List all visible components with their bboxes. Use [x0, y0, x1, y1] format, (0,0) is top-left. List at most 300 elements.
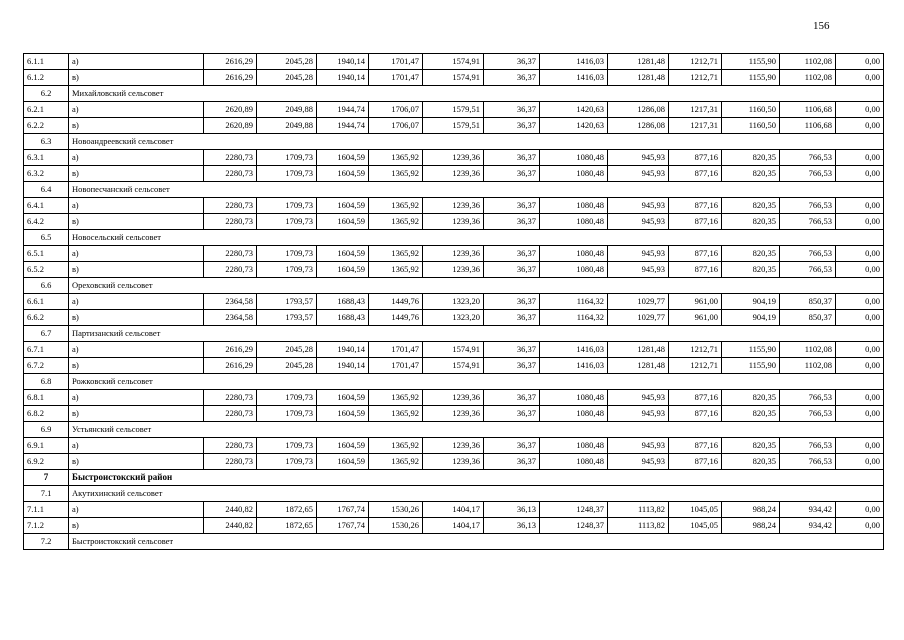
value-cell: 766,53	[780, 390, 836, 406]
value-cell: 877,16	[669, 262, 722, 278]
row-code: 6.9.1	[24, 438, 69, 454]
row-label: а)	[69, 342, 204, 358]
value-cell: 36,37	[484, 54, 540, 70]
value-cell: 36,37	[484, 70, 540, 86]
value-cell: 0,00	[836, 406, 884, 422]
value-cell: 2440,82	[204, 502, 257, 518]
value-cell: 1767,74	[317, 518, 369, 534]
value-cell: 945,93	[608, 262, 669, 278]
value-cell: 1217,31	[669, 102, 722, 118]
value-cell: 0,00	[836, 310, 884, 326]
value-cell: 820,35	[722, 198, 780, 214]
value-cell: 1365,92	[369, 246, 423, 262]
value-cell: 1080,48	[540, 150, 608, 166]
value-cell: 766,53	[780, 246, 836, 262]
value-cell: 1604,59	[317, 166, 369, 182]
table-row	[24, 102, 884, 118]
section-row	[24, 422, 884, 438]
value-cell: 1080,48	[540, 390, 608, 406]
section-code: 6.3	[24, 134, 69, 150]
value-cell: 1239,36	[423, 438, 484, 454]
value-cell: 36,13	[484, 518, 540, 534]
value-cell: 1239,36	[423, 166, 484, 182]
value-cell: 877,16	[669, 390, 722, 406]
value-cell: 36,37	[484, 342, 540, 358]
value-cell: 2049,88	[257, 118, 317, 134]
value-cell: 1212,71	[669, 54, 722, 70]
row-code: 6.5.1	[24, 246, 69, 262]
value-cell: 1574,91	[423, 342, 484, 358]
value-cell: 1113,82	[608, 518, 669, 534]
row-label: в)	[69, 214, 204, 230]
row-code: 6.3.2	[24, 166, 69, 182]
section-title: Новопесчанский сельсовет	[69, 182, 884, 198]
row-label: а)	[69, 390, 204, 406]
section-title: Михайловский сельсовет	[69, 86, 884, 102]
value-cell: 1239,36	[423, 150, 484, 166]
row-code: 6.1.2	[24, 70, 69, 86]
value-cell: 1688,43	[317, 294, 369, 310]
value-cell: 1688,43	[317, 310, 369, 326]
value-cell: 1530,26	[369, 502, 423, 518]
value-cell: 1940,14	[317, 342, 369, 358]
value-cell: 945,93	[608, 214, 669, 230]
value-cell: 1872,65	[257, 502, 317, 518]
value-cell: 0,00	[836, 118, 884, 134]
value-cell: 1102,08	[780, 358, 836, 374]
value-cell: 1217,31	[669, 118, 722, 134]
value-cell: 2045,28	[257, 342, 317, 358]
value-cell: 1574,91	[423, 70, 484, 86]
value-cell: 1701,47	[369, 70, 423, 86]
value-cell: 1102,08	[780, 342, 836, 358]
value-cell: 36,37	[484, 118, 540, 134]
value-cell: 36,37	[484, 102, 540, 118]
row-code: 6.4.1	[24, 198, 69, 214]
value-cell: 850,37	[780, 294, 836, 310]
section-code: 6.4	[24, 182, 69, 198]
value-cell: 820,35	[722, 454, 780, 470]
value-cell: 1045,05	[669, 502, 722, 518]
value-cell: 1940,14	[317, 70, 369, 86]
value-cell: 2280,73	[204, 390, 257, 406]
section-code: 7.2	[24, 534, 69, 550]
value-cell: 1239,36	[423, 198, 484, 214]
value-cell: 766,53	[780, 438, 836, 454]
value-cell: 945,93	[608, 438, 669, 454]
value-cell: 945,93	[608, 454, 669, 470]
value-cell: 1449,76	[369, 294, 423, 310]
table-row	[24, 342, 884, 358]
value-cell: 1029,77	[608, 294, 669, 310]
value-cell: 877,16	[669, 406, 722, 422]
value-cell: 1080,48	[540, 406, 608, 422]
value-cell: 1709,73	[257, 246, 317, 262]
row-code: 6.5.2	[24, 262, 69, 278]
value-cell: 1102,08	[780, 70, 836, 86]
value-cell: 1604,59	[317, 214, 369, 230]
table-row	[24, 438, 884, 454]
tariff-table	[23, 53, 884, 550]
value-cell: 1420,63	[540, 102, 608, 118]
value-cell: 2280,73	[204, 150, 257, 166]
table-row	[24, 310, 884, 326]
value-cell: 945,93	[608, 166, 669, 182]
value-cell: 877,16	[669, 438, 722, 454]
value-cell: 1709,73	[257, 166, 317, 182]
section-row	[24, 470, 884, 486]
value-cell: 36,37	[484, 358, 540, 374]
value-cell: 1416,03	[540, 342, 608, 358]
section-code: 6.7	[24, 326, 69, 342]
row-code: 6.2.2	[24, 118, 69, 134]
value-cell: 1080,48	[540, 438, 608, 454]
value-cell: 1281,48	[608, 358, 669, 374]
table-row	[24, 118, 884, 134]
value-cell: 934,42	[780, 502, 836, 518]
row-label: в)	[69, 70, 204, 86]
value-cell: 1604,59	[317, 246, 369, 262]
row-label: а)	[69, 54, 204, 70]
value-cell: 820,35	[722, 438, 780, 454]
section-code: 6.9	[24, 422, 69, 438]
table-row	[24, 214, 884, 230]
value-cell: 1579,51	[423, 102, 484, 118]
value-cell: 2045,28	[257, 54, 317, 70]
value-cell: 2620,89	[204, 102, 257, 118]
value-cell: 2280,73	[204, 166, 257, 182]
value-cell: 1045,05	[669, 518, 722, 534]
table-row	[24, 166, 884, 182]
value-cell: 1286,08	[608, 118, 669, 134]
row-label: в)	[69, 310, 204, 326]
value-cell: 1286,08	[608, 102, 669, 118]
value-cell: 2620,89	[204, 118, 257, 134]
value-cell: 0,00	[836, 438, 884, 454]
value-cell: 2280,73	[204, 438, 257, 454]
value-cell: 1080,48	[540, 166, 608, 182]
value-cell: 2616,29	[204, 358, 257, 374]
value-cell: 1239,36	[423, 262, 484, 278]
table-row	[24, 502, 884, 518]
value-cell: 1164,32	[540, 310, 608, 326]
value-cell: 1940,14	[317, 358, 369, 374]
value-cell: 2280,73	[204, 454, 257, 470]
table-row	[24, 454, 884, 470]
value-cell: 36,13	[484, 502, 540, 518]
value-cell: 1701,47	[369, 54, 423, 70]
value-cell: 1944,74	[317, 118, 369, 134]
value-cell: 1706,07	[369, 102, 423, 118]
value-cell: 36,37	[484, 390, 540, 406]
value-cell: 1281,48	[608, 70, 669, 86]
value-cell: 904,19	[722, 310, 780, 326]
value-cell: 1248,37	[540, 502, 608, 518]
value-cell: 36,37	[484, 166, 540, 182]
value-cell: 945,93	[608, 406, 669, 422]
value-cell: 1767,74	[317, 502, 369, 518]
value-cell: 766,53	[780, 406, 836, 422]
table-row	[24, 390, 884, 406]
value-cell: 0,00	[836, 454, 884, 470]
value-cell: 1102,08	[780, 54, 836, 70]
value-cell: 1365,92	[369, 262, 423, 278]
page-number: 156	[813, 20, 830, 32]
section-title: Быстроистокский район	[69, 470, 884, 486]
value-cell: 1365,92	[369, 166, 423, 182]
section-code: 7	[24, 470, 69, 486]
value-cell: 36,37	[484, 406, 540, 422]
section-title: Рожковский сельсовет	[69, 374, 884, 390]
row-code: 6.4.2	[24, 214, 69, 230]
value-cell: 1155,90	[722, 358, 780, 374]
value-cell: 2280,73	[204, 262, 257, 278]
value-cell: 766,53	[780, 454, 836, 470]
row-label: а)	[69, 198, 204, 214]
value-cell: 1416,03	[540, 358, 608, 374]
value-cell: 1323,20	[423, 310, 484, 326]
value-cell: 2045,28	[257, 70, 317, 86]
row-code: 6.1.1	[24, 54, 69, 70]
value-cell: 820,35	[722, 390, 780, 406]
row-label: в)	[69, 166, 204, 182]
value-cell: 2616,29	[204, 70, 257, 86]
value-cell: 877,16	[669, 198, 722, 214]
value-cell: 2049,88	[257, 102, 317, 118]
value-cell: 820,35	[722, 406, 780, 422]
value-cell: 1604,59	[317, 198, 369, 214]
section-title: Быстроистокский сельсовет	[69, 534, 884, 550]
value-cell: 877,16	[669, 214, 722, 230]
section-row	[24, 182, 884, 198]
row-code: 6.7.1	[24, 342, 69, 358]
table-row	[24, 358, 884, 374]
value-cell: 1709,73	[257, 438, 317, 454]
section-row	[24, 230, 884, 246]
value-cell: 2045,28	[257, 358, 317, 374]
value-cell: 0,00	[836, 358, 884, 374]
value-cell: 820,35	[722, 166, 780, 182]
value-cell: 0,00	[836, 262, 884, 278]
table-row	[24, 70, 884, 86]
value-cell: 945,93	[608, 150, 669, 166]
value-cell: 1416,03	[540, 70, 608, 86]
section-row	[24, 486, 884, 502]
value-cell: 2616,29	[204, 54, 257, 70]
value-cell: 0,00	[836, 70, 884, 86]
value-cell: 1709,73	[257, 150, 317, 166]
value-cell: 1239,36	[423, 246, 484, 262]
value-cell: 36,37	[484, 246, 540, 262]
value-cell: 1604,59	[317, 406, 369, 422]
section-row	[24, 374, 884, 390]
value-cell: 1160,50	[722, 102, 780, 118]
table-row	[24, 198, 884, 214]
value-cell: 1160,50	[722, 118, 780, 134]
table-row	[24, 406, 884, 422]
value-cell: 1709,73	[257, 390, 317, 406]
value-cell: 988,24	[722, 502, 780, 518]
section-title: Ореховский сельсовет	[69, 278, 884, 294]
value-cell: 1080,48	[540, 262, 608, 278]
value-cell: 1281,48	[608, 342, 669, 358]
row-code: 7.1.2	[24, 518, 69, 534]
value-cell: 0,00	[836, 518, 884, 534]
value-cell: 2440,82	[204, 518, 257, 534]
value-cell: 934,42	[780, 518, 836, 534]
row-label: а)	[69, 502, 204, 518]
section-title: Акутихинский сельсовет	[69, 486, 884, 502]
value-cell: 36,37	[484, 150, 540, 166]
value-cell: 0,00	[836, 150, 884, 166]
value-cell: 2280,73	[204, 406, 257, 422]
row-label: в)	[69, 406, 204, 422]
value-cell: 1530,26	[369, 518, 423, 534]
value-cell: 2280,73	[204, 214, 257, 230]
value-cell: 0,00	[836, 214, 884, 230]
value-cell: 36,37	[484, 262, 540, 278]
value-cell: 766,53	[780, 214, 836, 230]
value-cell: 766,53	[780, 198, 836, 214]
row-label: а)	[69, 150, 204, 166]
table-row	[24, 246, 884, 262]
value-cell: 1239,36	[423, 390, 484, 406]
value-cell: 1029,77	[608, 310, 669, 326]
value-cell: 1365,92	[369, 406, 423, 422]
row-label: в)	[69, 454, 204, 470]
value-cell: 877,16	[669, 454, 722, 470]
table-row	[24, 518, 884, 534]
row-label: а)	[69, 246, 204, 262]
value-cell: 1212,71	[669, 70, 722, 86]
section-code: 6.5	[24, 230, 69, 246]
value-cell: 1212,71	[669, 358, 722, 374]
value-cell: 1872,65	[257, 518, 317, 534]
value-cell: 961,00	[669, 294, 722, 310]
value-cell: 1365,92	[369, 454, 423, 470]
value-cell: 1113,82	[608, 502, 669, 518]
row-label: в)	[69, 118, 204, 134]
value-cell: 36,37	[484, 214, 540, 230]
value-cell: 1281,48	[608, 54, 669, 70]
row-label: в)	[69, 262, 204, 278]
value-cell: 1420,63	[540, 118, 608, 134]
value-cell: 766,53	[780, 150, 836, 166]
value-cell: 1574,91	[423, 358, 484, 374]
section-row	[24, 86, 884, 102]
value-cell: 1944,74	[317, 102, 369, 118]
row-label: а)	[69, 294, 204, 310]
value-cell: 1365,92	[369, 390, 423, 406]
value-cell: 1365,92	[369, 150, 423, 166]
value-cell: 1164,32	[540, 294, 608, 310]
value-cell: 820,35	[722, 246, 780, 262]
value-cell: 1793,57	[257, 294, 317, 310]
value-cell: 1709,73	[257, 406, 317, 422]
section-code: 7.1	[24, 486, 69, 502]
value-cell: 1709,73	[257, 214, 317, 230]
value-cell: 877,16	[669, 166, 722, 182]
section-code: 6.2	[24, 86, 69, 102]
value-cell: 1706,07	[369, 118, 423, 134]
row-label: а)	[69, 438, 204, 454]
value-cell: 1155,90	[722, 70, 780, 86]
value-cell: 1701,47	[369, 342, 423, 358]
value-cell: 36,37	[484, 198, 540, 214]
section-code: 6.8	[24, 374, 69, 390]
value-cell: 2364,58	[204, 310, 257, 326]
value-cell: 1080,48	[540, 454, 608, 470]
row-code: 6.6.1	[24, 294, 69, 310]
section-title: Новосельский сельсовет	[69, 230, 884, 246]
row-code: 6.8.2	[24, 406, 69, 422]
row-code: 6.9.2	[24, 454, 69, 470]
value-cell: 1080,48	[540, 246, 608, 262]
value-cell: 0,00	[836, 102, 884, 118]
row-code: 6.6.2	[24, 310, 69, 326]
value-cell: 1579,51	[423, 118, 484, 134]
value-cell: 1239,36	[423, 214, 484, 230]
value-cell: 36,37	[484, 310, 540, 326]
value-cell: 1080,48	[540, 214, 608, 230]
table-row	[24, 54, 884, 70]
value-cell: 0,00	[836, 390, 884, 406]
value-cell: 1248,37	[540, 518, 608, 534]
value-cell: 961,00	[669, 310, 722, 326]
table-row	[24, 294, 884, 310]
value-cell: 1604,59	[317, 390, 369, 406]
value-cell: 2364,58	[204, 294, 257, 310]
value-cell: 1323,20	[423, 294, 484, 310]
value-cell: 904,19	[722, 294, 780, 310]
value-cell: 1709,73	[257, 198, 317, 214]
value-cell: 0,00	[836, 198, 884, 214]
row-label: в)	[69, 358, 204, 374]
value-cell: 820,35	[722, 150, 780, 166]
value-cell: 2616,29	[204, 342, 257, 358]
row-code: 6.3.1	[24, 150, 69, 166]
value-cell: 820,35	[722, 262, 780, 278]
value-cell: 1449,76	[369, 310, 423, 326]
value-cell: 0,00	[836, 246, 884, 262]
value-cell: 1106,68	[780, 102, 836, 118]
value-cell: 1365,92	[369, 438, 423, 454]
value-cell: 1365,92	[369, 214, 423, 230]
value-cell: 1155,90	[722, 342, 780, 358]
row-code: 6.2.1	[24, 102, 69, 118]
value-cell: 766,53	[780, 166, 836, 182]
value-cell: 1365,92	[369, 198, 423, 214]
value-cell: 36,37	[484, 294, 540, 310]
value-cell: 945,93	[608, 390, 669, 406]
value-cell: 1604,59	[317, 150, 369, 166]
value-cell: 1604,59	[317, 262, 369, 278]
value-cell: 0,00	[836, 294, 884, 310]
value-cell: 0,00	[836, 502, 884, 518]
value-cell: 1574,91	[423, 54, 484, 70]
table-row	[24, 262, 884, 278]
value-cell: 1793,57	[257, 310, 317, 326]
value-cell: 1416,03	[540, 54, 608, 70]
value-cell: 1709,73	[257, 454, 317, 470]
section-title: Новоандреевский сельсовет	[69, 134, 884, 150]
value-cell: 2280,73	[204, 198, 257, 214]
value-cell: 0,00	[836, 54, 884, 70]
value-cell: 36,37	[484, 454, 540, 470]
value-cell: 0,00	[836, 342, 884, 358]
table-body	[24, 54, 884, 550]
value-cell: 36,37	[484, 438, 540, 454]
